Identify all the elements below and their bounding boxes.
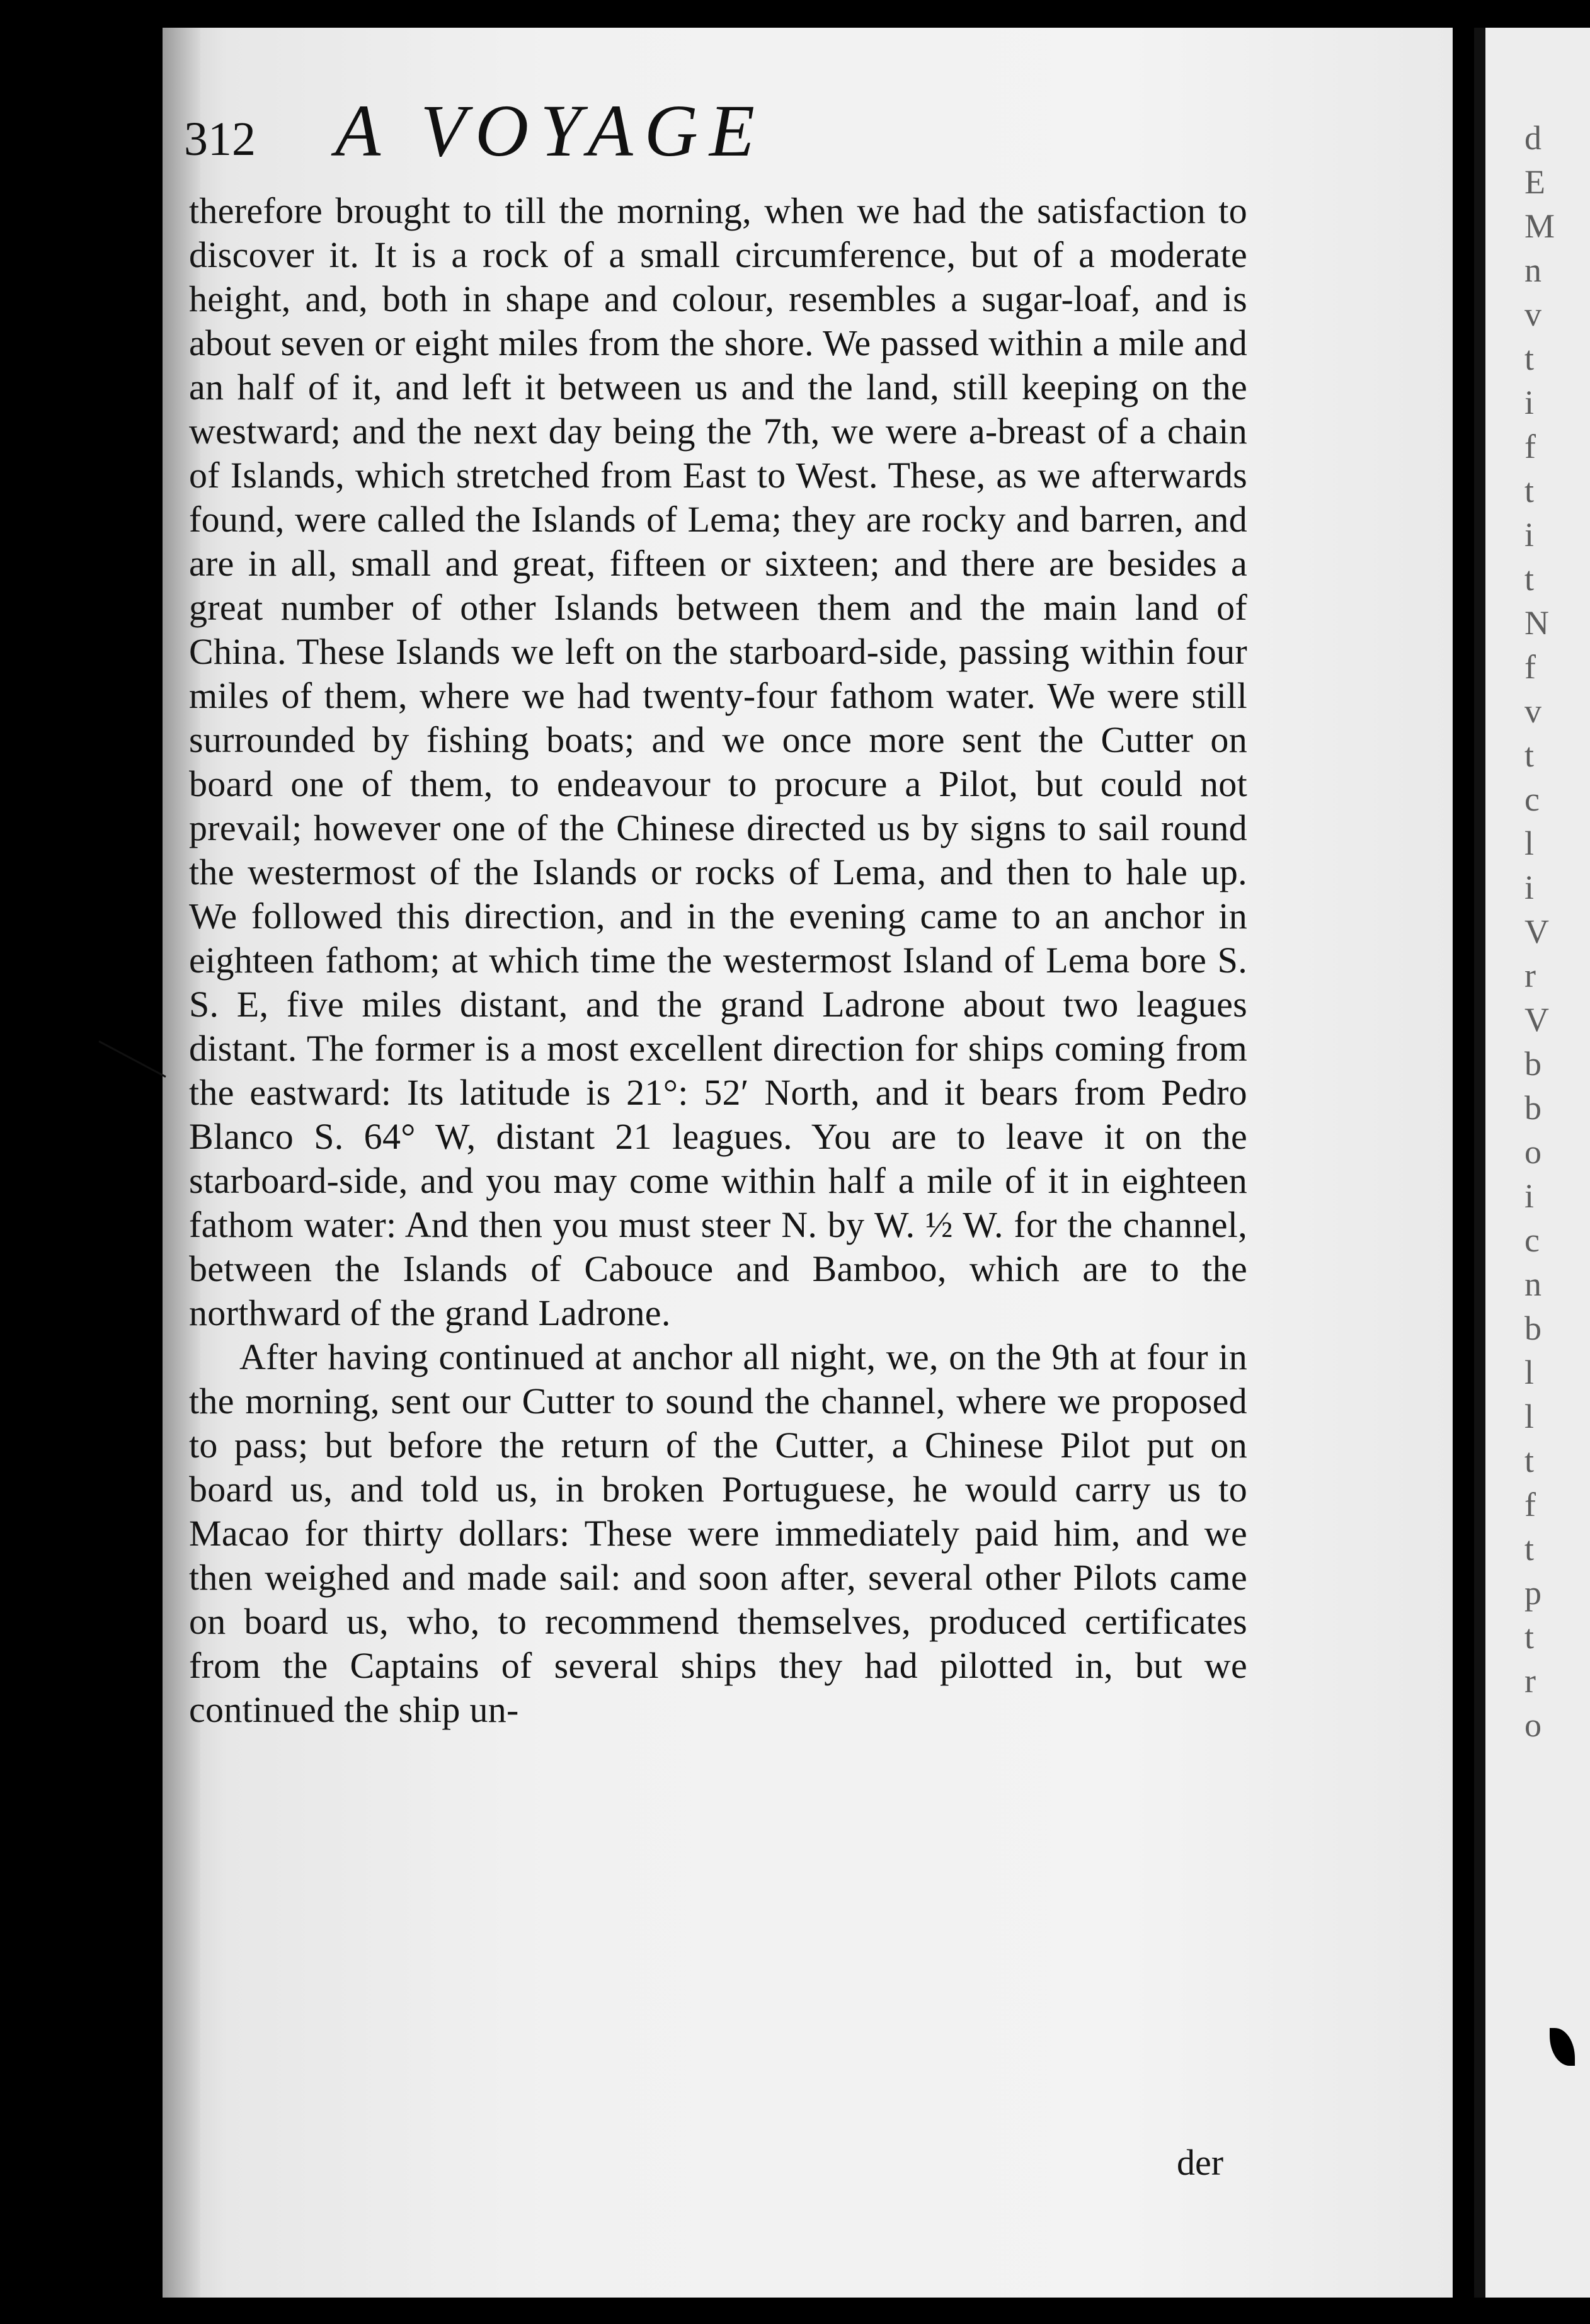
paragraph-1: therefore brought to till the morning, when we had the satisfaction to discover it. It is a rock of a small circumference, but of a moderate height, and, both in shape and colour, resembles a sugar-loaf, and is about seven or eight miles from the shore. We passed within a mile and an half of it, and left it between us and the land, still keeping on the westward; and the next day being the 7th, we were a-breast of a chain of Islands, which stretched from East to West. These, as we afterwards found, were called the Islands of Lema; they are rocky and barren, and are in all, small and great, fifteen or sixteen; and there are besides a great number of other Islands between them and the main land of China. These Islands we left on the starboard-side, passing within four miles of them, where we had twenty-four fathom water. We were still surrounded by fishing boats; and we once more sent the Cutter on board one of them, to endeavour to procure a Pilot, but could not prevail; however one of the Chinese directed us by signs to sail round the westermost of the Islands or rocks of Lema, and then to hale up. We followed this direction, and in the evening came to an anchor in eighteen fathom; at which time the westermost Island of Lema bore S. S. E, five miles distant, and the grand Ladrone about two leagues distant. The former is a most excellent direction for ships coming from the eastward: Its latitude is 21°: 52′ North, and it bears from Pedro Blanco S. 64° W, distant 21 leagues. You are to leave it on the starboard-side, and you may come within half a mile of it in eighteen fathom water: And then you must steer N. by W. ½ W. for the channel, between the Islands of Cabouce and Bamboo, which are to the northward of the grand Ladrone. bbox=[189, 190, 1247, 1333]
page-number: 312 bbox=[184, 113, 256, 166]
running-head bbox=[184, 88, 1148, 176]
facing-page-letters: d E M n v t i f t i t N f v t c l i V r V b b o i c n b l l t f t p t r o bbox=[1524, 119, 1555, 1744]
paragraph-2: After having continued at anchor all night, we, on the 9th at four in the morning, sent our Cutter to sound the channel, where we proposed to pass; but before the return of the Cutter, a Chinese Pilot put on board us, and told us, in broken Portuguese, he would carry us to Macao for thirty dollars: These were immediately paid him, and we then weighed and made sail: and soon after, several other Pilots came on board us, who, to recommend themselves, produced certificates from the Captains of several ships they had pilotted in, but we continued the ship un- bbox=[189, 1336, 1247, 1730]
body-text bbox=[189, 189, 1247, 1732]
running-title: A VOYAGE bbox=[335, 89, 766, 172]
scan-smudge bbox=[98, 1040, 166, 1078]
catchword: der bbox=[1177, 2142, 1224, 2183]
page-gutter-edge bbox=[1474, 28, 1485, 2298]
facing-page-edge bbox=[1474, 28, 1590, 2298]
